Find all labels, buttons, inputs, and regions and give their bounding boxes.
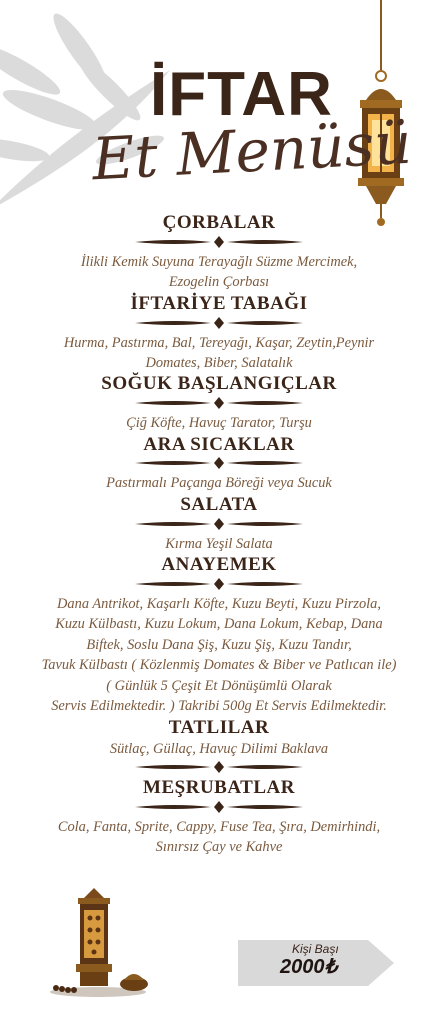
price-value: 2000₺ <box>280 956 338 978</box>
ornament-divider-icon <box>131 518 307 530</box>
item-line: Sınırsız Çay ve Kahve <box>155 839 283 856</box>
ornament-divider-icon <box>131 236 307 248</box>
ornament-divider-icon <box>131 317 307 329</box>
section-iftariye-tabagi <box>0 293 438 374</box>
section-title: SOĞUK BAŞLANGIÇLAR <box>101 373 337 395</box>
ornament-divider-icon <box>131 578 307 590</box>
section-title: ÇORBALAR <box>162 212 276 233</box>
price-badge <box>236 938 396 988</box>
section-items <box>10 333 428 374</box>
section-title: TATLILAR <box>168 716 270 738</box>
price-label: Kişi Başı <box>292 942 339 956</box>
ornament-divider-icon <box>131 801 307 813</box>
section-items <box>10 413 428 433</box>
item-line: Kuzu Külbastı, Kuzu Lokum, Dana Lokum, Kebap, Dana <box>55 616 383 633</box>
section-items <box>10 594 428 717</box>
table-lantern-icon <box>48 888 158 998</box>
menu-title <box>0 58 438 208</box>
section-items <box>10 739 428 759</box>
section-items <box>10 817 428 858</box>
section-anayemek <box>0 554 438 717</box>
item-line: Servis Edilmektedir. ) Takribi 500g Et Servis Edilmektedir. <box>51 698 387 715</box>
item-line: Kırma Yeşil Salata <box>165 535 273 552</box>
section-title: SALATA <box>180 493 258 515</box>
section-items <box>10 534 428 554</box>
item-line: Biftek, Soslu Dana Şiş, Kuzu Şiş, Kuzu Tandır, <box>86 636 352 653</box>
title-iftar: İFTAR <box>150 60 333 129</box>
item-line: Cola, Fanta, Sprite, Cappy, Fuse Tea, Şıra, Demirhindi, <box>57 818 381 835</box>
item-line: İlikli Kemik Suyuna Terayağlı Süzme Mercimek, <box>80 253 358 270</box>
item-line: Sütlaç, Güllaç, Havuç Dilimi Baklava <box>109 741 329 758</box>
item-line: Domates, Biber, Salatalık <box>145 354 293 371</box>
section-salata <box>0 494 438 554</box>
section-title: ARA SICAKLAR <box>143 433 295 455</box>
ornament-divider-icon <box>131 457 307 469</box>
section-corbalar <box>0 212 438 293</box>
item-line: ( Günlük 5 Çeşit Et Dönüşümlü Olarak <box>106 677 332 694</box>
section-soguk-baslangiclar <box>0 373 438 433</box>
section-mesrubatlar <box>0 777 438 858</box>
item-line: Dana Antrikot, Kaşarlı Köfte, Kuzu Beyti, Kuzu Pirzola, <box>57 595 381 612</box>
section-ara-sicaklar <box>0 434 438 494</box>
section-title: ANAYEMEK <box>161 554 277 576</box>
ornament-divider-icon <box>131 397 307 409</box>
menu-content <box>0 212 438 858</box>
item-line: Çiğ Köfte, Havuç Tarator, Turşu <box>126 415 312 432</box>
section-items <box>10 252 428 293</box>
title-et-menusu: Et Menüsü <box>90 108 414 194</box>
item-line: Tavuk Külbastı ( Közlenmiş Domates & Biber ve Patlıcan ile) <box>41 657 397 674</box>
section-title: MEŞRUBATLAR <box>143 776 295 798</box>
item-line: Ezogelin Çorbası <box>168 274 270 291</box>
item-line: Hurma, Pastırma, Bal, Tereyağı, Kaşar, Zeytin,Peynir <box>63 334 375 351</box>
section-items <box>10 473 428 493</box>
ornament-divider-icon <box>131 761 307 773</box>
section-title: İFTARİYE TABAĞI <box>130 292 308 314</box>
item-line: Pastırmalı Paçanga Böreği veya Sucuk <box>106 475 332 492</box>
section-tatlilar <box>0 717 438 773</box>
